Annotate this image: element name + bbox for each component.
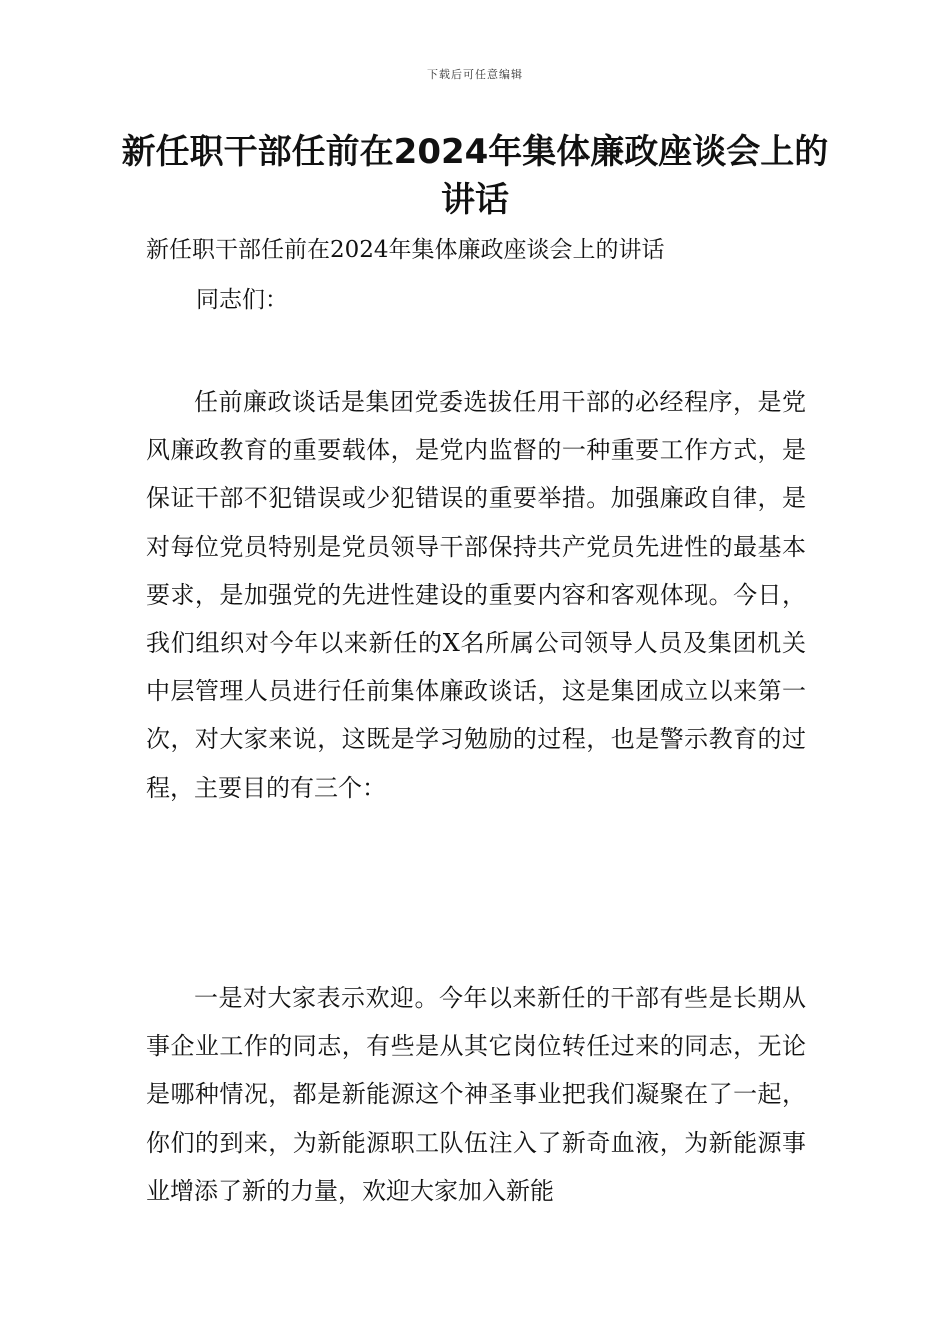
paragraph: 任前廉政谈话是集团党委选拔任用干部的必经程序，是党风廉政教育的重要载体，是党内监督的一种重要工作方式，是保证干部不犯错误或少犯错误的重要举措。加强廉政自律，是对每位党员特别是党员领导干部保持共产党员先进性的最基本要求，是加强党的先进性建设的重要内容和客观体现。今日，我们组织对今年以来新任的X名所属公司领导人员及集团机关中层管理人员进行任前集体廉政谈话，这是集团成立以来第一次，对大家来说，这既是学习勉励的过程，也是警示教育的过程，主要目的有三个： bbox=[146, 388, 806, 802]
paragraph: 一是对大家表示欢迎。今年以来新任的干部有些是长期从事企业工作的同志，有些是从其它岗位转任过来的同志，无论是哪种情况，都是新能源这个神圣事业把我们凝聚在了一起，你们的到来，为新能源职工队伍注入了新奇血液，为新能源事业增添了新的力量，欢迎大家加入新能 bbox=[146, 984, 806, 1205]
salutation: 同志们： bbox=[196, 287, 288, 313]
document-title: 新任职干部任前在2024年集体廉政座谈会上的讲话 bbox=[121, 132, 829, 220]
document-subtitle: 新任职干部任前在2024年集体廉政座谈会上的讲话 bbox=[146, 237, 665, 263]
header-note: 下载后可任意编辑 bbox=[427, 68, 523, 81]
